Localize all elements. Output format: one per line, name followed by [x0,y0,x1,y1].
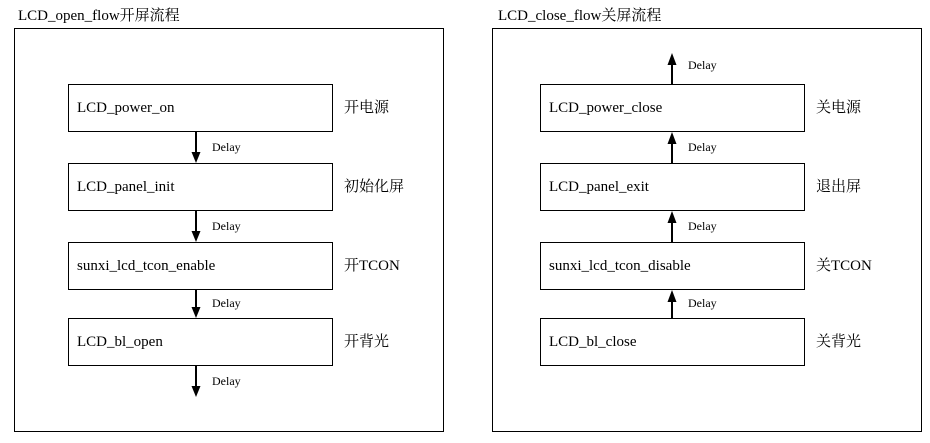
arrow-down-icon [188,366,204,398]
node-label: LCD_panel_init [77,178,175,195]
node-label: LCD_power_close [549,99,663,116]
side-label-open-power: 开电源 [344,100,390,116]
delay-label: Delay [212,140,241,154]
side-label-exit-panel: 退出屏 [816,179,862,195]
arrow-up-icon [664,53,680,85]
arrow-down-icon [188,211,204,243]
delay-label: Delay [212,219,241,233]
node-label: LCD_bl_open [77,333,163,350]
node-sunxi-lcd-tcon-disable [540,242,805,290]
delay-label: Delay [688,58,717,72]
node-lcd-bl-open [68,318,333,366]
side-label-close-backlight: 关背光 [816,334,862,350]
node-label: LCD_bl_close [549,333,637,350]
arrow-down-icon [188,132,204,164]
node-lcd-power-on [68,84,333,132]
node-label: LCD_power_on [77,99,175,116]
node-label: LCD_panel_exit [549,178,649,195]
side-label-open-tcon: 开TCON [344,258,400,274]
arrow-up-icon [664,211,680,243]
delay-label: Delay [212,296,241,310]
panel-title-open-flow: LCD_open_flow开屏流程 [18,8,180,24]
node-sunxi-lcd-tcon-enable [68,242,333,290]
side-label-init-panel: 初始化屏 [344,179,405,195]
node-lcd-bl-close [540,318,805,366]
side-label-open-backlight: 开背光 [344,334,390,350]
side-label-close-tcon: 关TCON [816,258,872,274]
arrow-up-icon [664,132,680,164]
delay-label: Delay [688,140,717,154]
panel-title-close-flow: LCD_close_flow关屏流程 [498,8,662,24]
node-label: sunxi_lcd_tcon_disable [549,257,691,274]
node-label: sunxi_lcd_tcon_enable [77,257,216,274]
delay-label: Delay [212,374,241,388]
node-lcd-panel-exit [540,163,805,211]
side-label-close-power: 关电源 [816,100,862,116]
arrow-down-icon [188,290,204,319]
node-lcd-power-close [540,84,805,132]
delay-label: Delay [688,219,717,233]
arrow-up-icon [664,290,680,319]
delay-label: Delay [688,296,717,310]
node-lcd-panel-init [68,163,333,211]
